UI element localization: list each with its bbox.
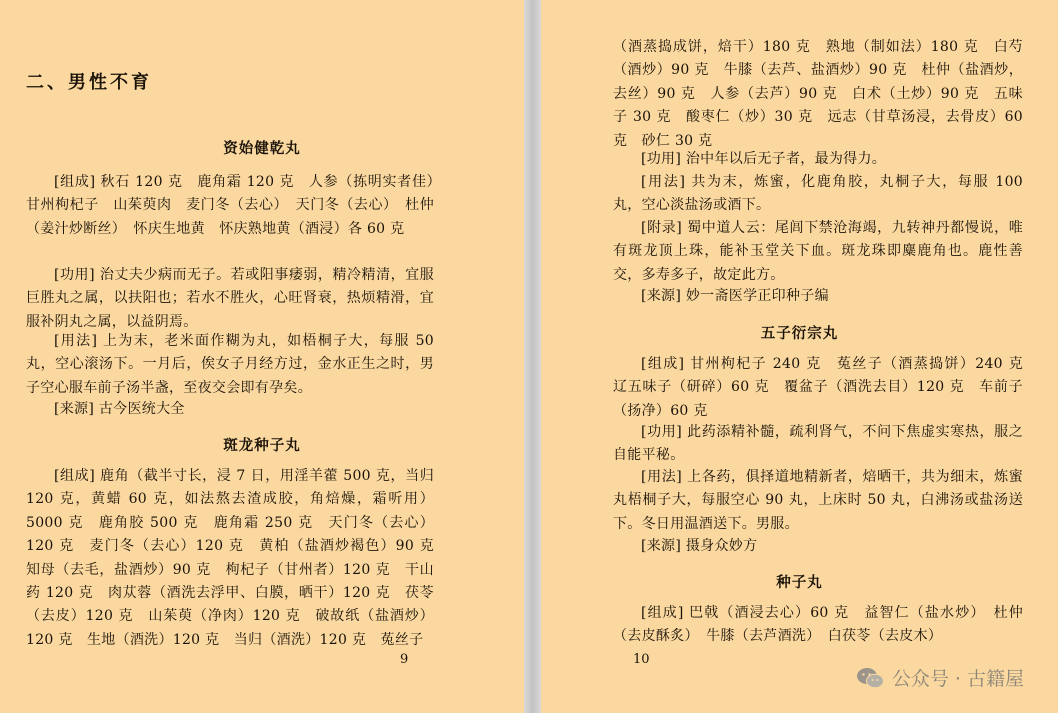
- recipe-title: 五子衍宗丸: [760, 325, 839, 342]
- recipe-paragraph: [功用] 此药添精补髓，疏利肾气，不问下焦虚实寒热，服之自能平秘。: [613, 424, 1023, 464]
- recipe-paragraph: [功用] 治丈夫少病而无子。若或阳事痿弱，精冷精清，宜服巨胜丸之属，以扶阳也；若水不胜火，心旺肾衰，热烦精滑，宜服补阴丸之属，以益阴焉。: [26, 267, 434, 330]
- recipe-paragraph: [用法] 共为末，炼蜜，化鹿角胶，丸桐子大，每服 100 丸，空心淡盐汤或酒下。: [613, 174, 1023, 214]
- page-number: 10: [633, 652, 650, 667]
- recipe-paragraph: [组成] 秋石 120 克 鹿角霜 120 克 人参（拣明实者佳） 甘州枸杞子 山茱萸肉 麦门冬（去心） 天门冬（去心） 杜仲（姜汁炒断丝） 怀庆生地黄 怀庆熟地黄（酒浸）各 60 克: [26, 174, 449, 237]
- recipe-paragraph: [用法] 上各药，俱择道地精新者，焙晒干，共为细末，炼蜜丸梧桐子大，每服空心 90 丸，上床时 50 丸，白沸汤或盐汤送下。冬日用温酒送下。男服。: [613, 469, 1023, 532]
- recipe-paragraph: （酒蒸捣成饼，焙干）180 克 熟地（制如法）180 克 白芍（酒炒）90 克 牛膝（去芦、盐酒炒）90 克 杜仲（盐酒炒，去丝）90 克 人参（去芦）90 克 白术（土炒）90 克 五味子 30 克 酸枣仁（炒）30 克 远志（甘草汤浸，去骨皮）60 克 砂仁 30 克: [613, 39, 1023, 149]
- page-gutter: [524, 0, 541, 713]
- watermark-text: 公众号 · 古籍屋: [891, 668, 1024, 690]
- page-number: 9: [400, 652, 409, 667]
- recipe-title: 种子丸: [776, 574, 823, 591]
- recipe-paragraph: [组成] 鹿角（截半寸长，浸 7 日，用淫羊藿 500 克，当归 120 克，黄蜡 60 克，如法熬去渣成胶，角焙燥，霜听用）5000 克 鹿角胶 500 克 鹿角霜 250 克 天门冬（去心）120 克 麦门冬（去心）120 克 黄柏（盐酒炒褐色）90 克 知母（去毛，盐酒炒）90 克 枸杞子（甘州者）120 克 干山药 120 克 肉苁蓉（酒洗去浮甲、白膜，晒干）120 克 茯苓（去皮）120 克 山茱萸（净肉）120 克 破故纸（盐酒炒）120 克 生地（酒洗）120 克 当归（酒洗）120 克 菟丝子: [26, 468, 449, 648]
- recipe-paragraph: [来源] 摄身众妙方: [641, 538, 758, 554]
- chapter-title: 二、男性不育: [26, 72, 152, 93]
- left-page: [0, 0, 524, 713]
- recipe-title: 斑龙种子丸: [223, 437, 301, 454]
- watermark: [856, 664, 1024, 691]
- recipe-paragraph: [来源] 妙一斋医学正印种子编: [641, 288, 829, 304]
- recipe-paragraph: [功用] 治中年以后无子者，最为得力。: [641, 151, 887, 167]
- recipe-title: 资始健乾丸: [223, 140, 301, 157]
- recipe-paragraph: [附录] 蜀中道人云：尾闾下禁沧海竭，九转神丹都慢说，唯有斑龙顶上珠，能补玉堂关下血。斑龙珠即麋鹿角也。鹿性善交，多寿多子，故定此方。: [613, 220, 1023, 283]
- recipe-paragraph: [用法] 上为末，老米面作糊为丸，如梧桐子大，每服 50 丸，空心滚汤下。一月后，俟女子月经方过，金水正生之时，男子空心服车前子汤半盏，至夜交会即有孕矣。: [26, 333, 434, 396]
- recipe-paragraph: [来源] 古今医统大全: [54, 401, 185, 417]
- recipe-paragraph: [组成] 甘州枸杞子 240 克 菟丝子（酒蒸捣饼）240 克 辽五味子（研碎）60 克 覆盆子（酒洗去目）120 克 车前子（扬净）60 克: [613, 356, 1038, 419]
- wechat-icon: [856, 667, 884, 689]
- recipe-paragraph: [组成] 巴戟（酒浸去心）60 克 益智仁（盐水炒） 杜仲（去皮酥炙） 牛膝（去芦酒洗） 白茯苓（去皮木）: [613, 605, 1023, 645]
- right-page: [541, 0, 1058, 713]
